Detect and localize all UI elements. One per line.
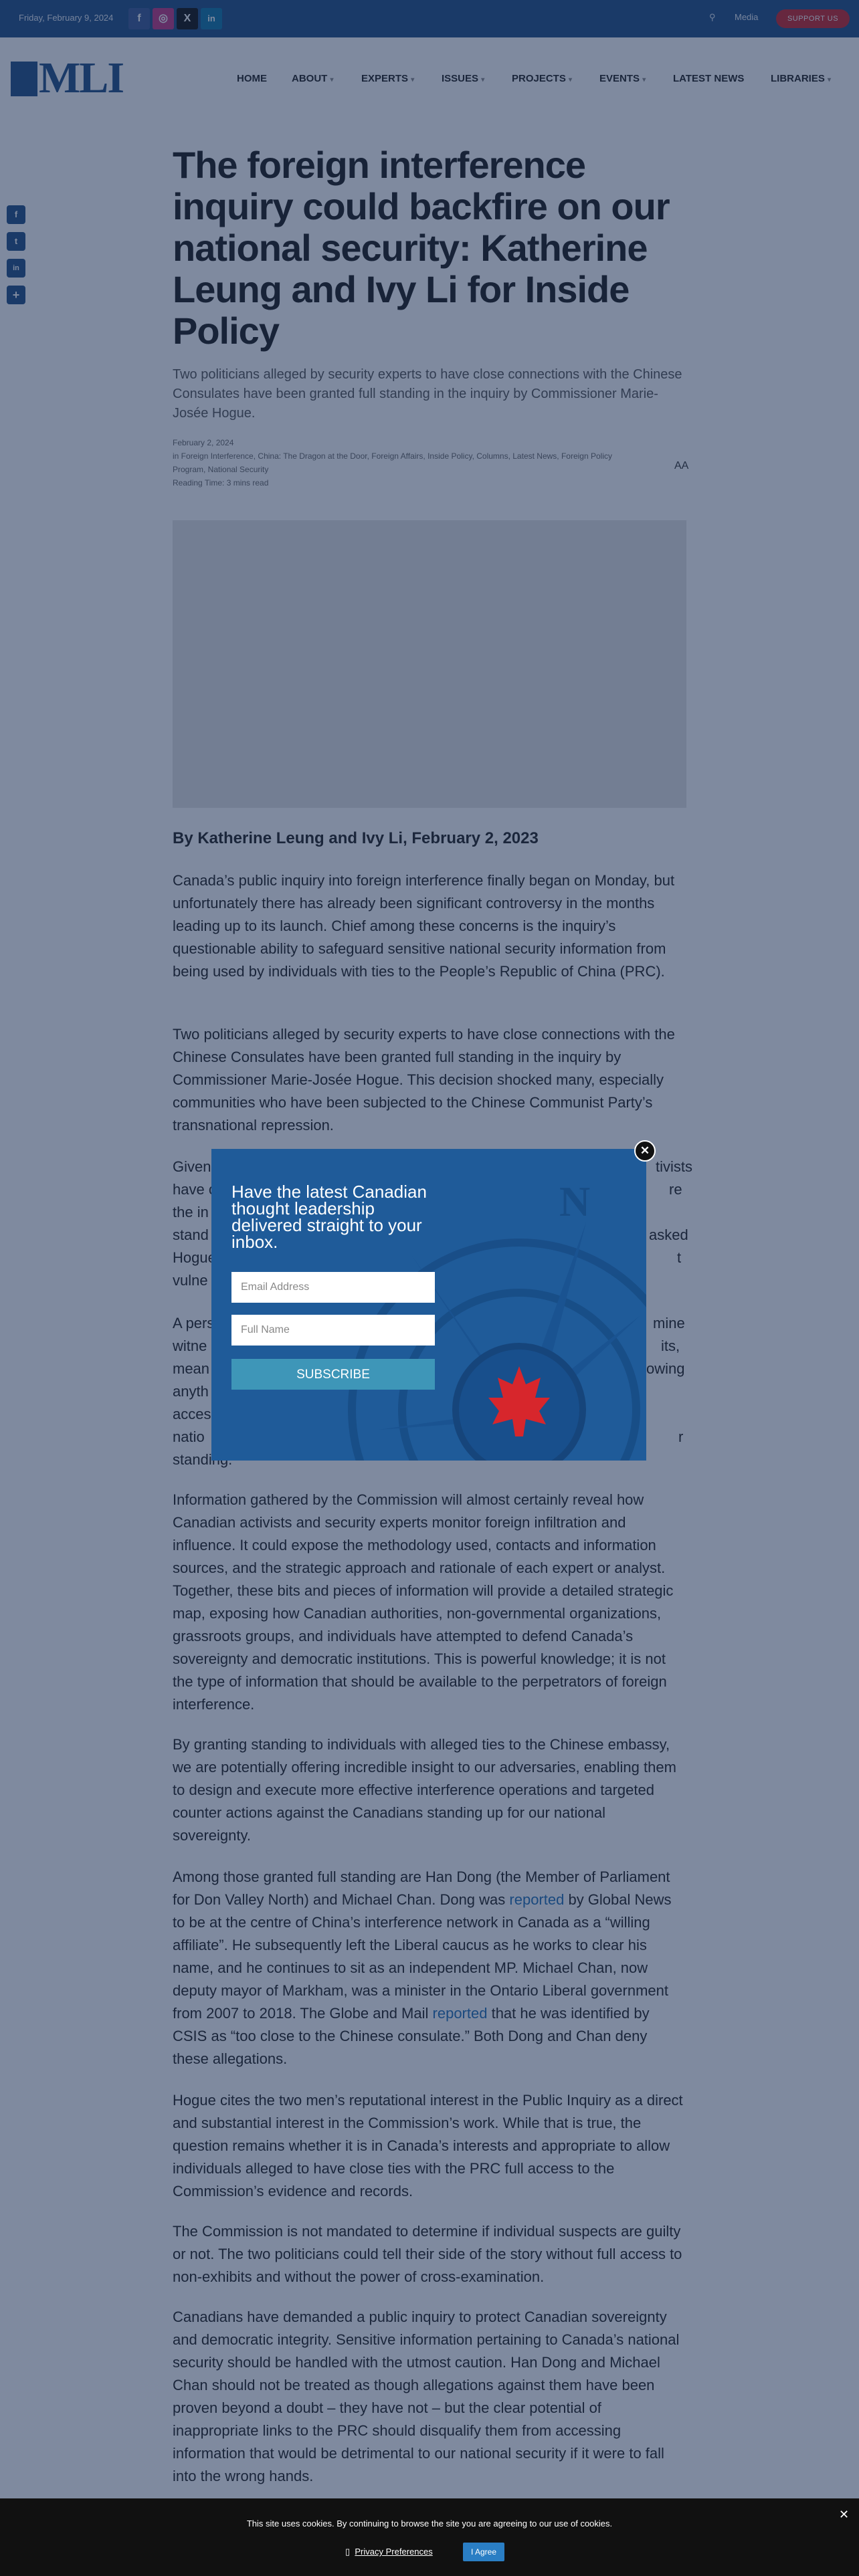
popup-heading: Have the latest Canadian thought leadership delivered straight to your inbox.	[231, 1182, 427, 1252]
full-name-field[interactable]	[231, 1315, 435, 1346]
cookie-banner	[0, 2498, 859, 2576]
newsletter-popup	[211, 1149, 646, 1461]
email-field[interactable]	[231, 1272, 435, 1303]
subscribe-button[interactable]: SUBSCRIBE	[231, 1359, 435, 1390]
cookie-message: This site uses cookies. By continuing to browse the site you are agreeing to our use of cookies.	[246, 2518, 613, 2529]
shield-icon: ▯	[345, 2547, 351, 2557]
compass-north-label: N	[559, 1178, 591, 1225]
privacy-preferences-link[interactable]	[345, 2547, 433, 2557]
privacy-preferences-label: Privacy Preferences	[355, 2547, 433, 2557]
i-agree-button[interactable]: I Agree	[463, 2543, 504, 2561]
cookie-close-icon[interactable]: ✕	[839, 2508, 850, 2521]
popup-close-icon[interactable]: ✕	[634, 1140, 656, 1162]
